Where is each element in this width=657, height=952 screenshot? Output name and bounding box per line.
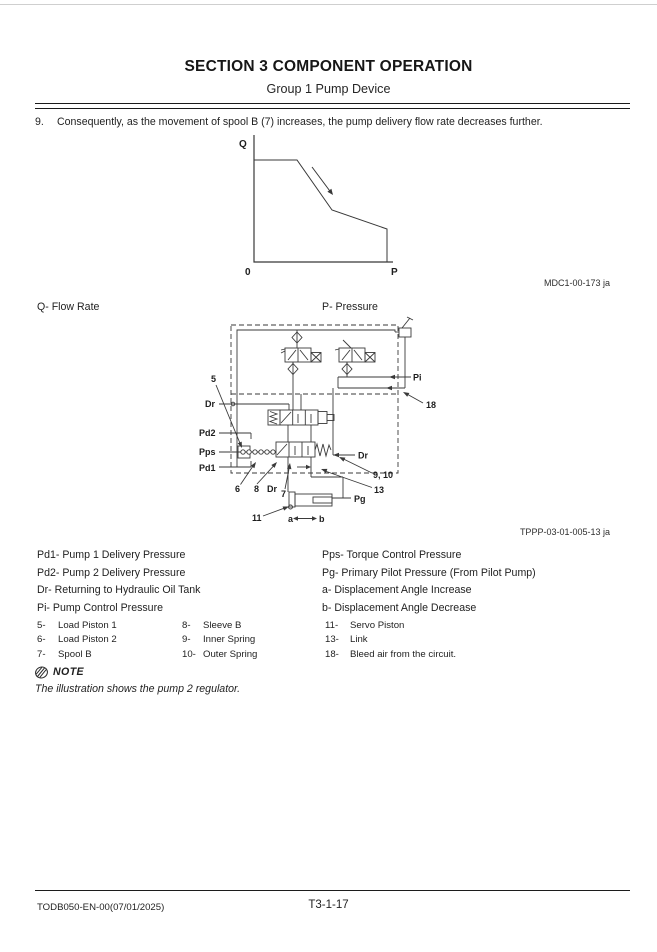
schematic-label-13: 13 <box>374 485 385 495</box>
note-text: The illustration shows the pump 2 regulator. <box>35 683 241 695</box>
schematic-label-pps: Pps <box>199 447 216 457</box>
part-number: 10- <box>182 648 196 660</box>
part-name: Inner Spring <box>203 634 256 646</box>
port-legend-right <box>322 547 622 617</box>
port-legend-left <box>37 547 317 617</box>
legend-item: b- Displacement Angle Decrease <box>322 601 477 614</box>
schematic-label-dr-right: Dr <box>358 450 369 461</box>
part-item <box>37 648 117 662</box>
schematic-label-pd1: Pd1 <box>199 463 216 473</box>
part-name: Outer Spring <box>203 648 258 660</box>
part-number: 18- <box>325 648 339 660</box>
step-text: Consequently, as the movement of spool B (7) increases, the pump delivery flow rate decreases further. <box>57 116 543 128</box>
header-divider <box>35 103 630 109</box>
p-axis-caption: P- Pressure <box>322 301 378 313</box>
page-subtitle: Group 1 Pump Device <box>266 82 391 96</box>
schematic-label-8: 8 <box>254 484 260 494</box>
part-item <box>182 648 257 662</box>
note-pen-icon <box>34 665 49 680</box>
graph-y-label: Q <box>239 139 247 150</box>
legend-item: a- Displacement Angle Increase <box>322 584 472 596</box>
footer-doc-code: TODB050-EN-00(07/01/2025) <box>37 902 165 913</box>
part-number: 9- <box>182 634 191 646</box>
part-item <box>37 633 117 647</box>
schematic-label-9-10: 9, 10 <box>373 470 394 480</box>
parts-column-1 <box>37 619 117 662</box>
part-name: Load Piston 2 <box>58 634 117 646</box>
schematic-label-b: b <box>319 514 325 524</box>
part-item <box>37 619 117 633</box>
parts-column-3 <box>325 619 456 662</box>
parts-column-2 <box>182 619 257 662</box>
part-number: 7- <box>37 648 46 660</box>
part-name: Sleeve B <box>203 620 242 631</box>
q-axis-caption: Q- Flow Rate <box>37 301 100 313</box>
footer-divider <box>35 890 630 891</box>
step-number: 9. <box>35 116 44 128</box>
page-top-edge <box>0 4 657 5</box>
schematic-label-a: a <box>288 514 294 524</box>
page-title: SECTION 3 COMPONENT OPERATION <box>184 58 473 75</box>
schematic-label-pd2: Pd2 <box>199 428 216 438</box>
part-name: Bleed air from the circuit. <box>350 648 457 660</box>
pq-graph-figure <box>221 132 471 282</box>
figure-ref-schematic: TPPP-03-01-005-13 ja <box>519 527 610 537</box>
schematic-label-6: 6 <box>235 484 241 494</box>
part-number: 5- <box>37 620 46 631</box>
part-name: Load Piston 1 <box>58 620 117 631</box>
legend-item: Pg- Primary Pilot Pressure (From Pilot Pump) <box>322 566 536 579</box>
schematic-label-5: 5 <box>211 374 217 384</box>
schematic-label-pg: Pg <box>354 494 366 504</box>
legend-item: Dr- Returning to Hydraulic Oil Tank <box>37 584 201 596</box>
graph-origin-label: 0 <box>245 267 251 278</box>
schematic-label-18: 18 <box>426 400 437 410</box>
part-name: Link <box>350 634 368 646</box>
footer-page-number: T3-1-17 <box>308 899 349 911</box>
part-number: 11- <box>325 620 339 631</box>
part-number: 6- <box>37 634 46 646</box>
figure-ref-graph: MDC1-00-173 ja <box>543 278 610 288</box>
schematic-label-dr-bottom: Dr <box>267 484 278 494</box>
part-name: Servo Piston <box>350 620 405 631</box>
legend-item: Pd1- Pump 1 Delivery Pressure <box>37 549 186 561</box>
note-label: NOTE <box>53 666 85 678</box>
step-9 <box>35 116 635 128</box>
part-number: 13- <box>325 634 339 646</box>
legend-item: Pd2- Pump 2 Delivery Pressure <box>37 566 186 579</box>
part-number: 8- <box>182 620 191 631</box>
regulator-schematic-figure <box>193 315 448 530</box>
schematic-label-7: 7 <box>281 489 287 499</box>
schematic-label-dr-left: Dr <box>205 399 216 409</box>
part-name: Spool B <box>58 648 92 660</box>
part-item <box>325 648 456 662</box>
graph-x-label: P <box>391 267 398 278</box>
schematic-label-11: 11 <box>252 513 262 523</box>
part-item <box>325 619 456 633</box>
legend-item: Pi- Pump Control Pressure <box>37 601 163 614</box>
part-item <box>325 633 456 647</box>
legend-item: Pps- Torque Control Pressure <box>322 549 462 561</box>
part-item <box>182 633 257 647</box>
part-item <box>182 619 257 633</box>
schematic-label-pi: Pi <box>413 372 422 383</box>
